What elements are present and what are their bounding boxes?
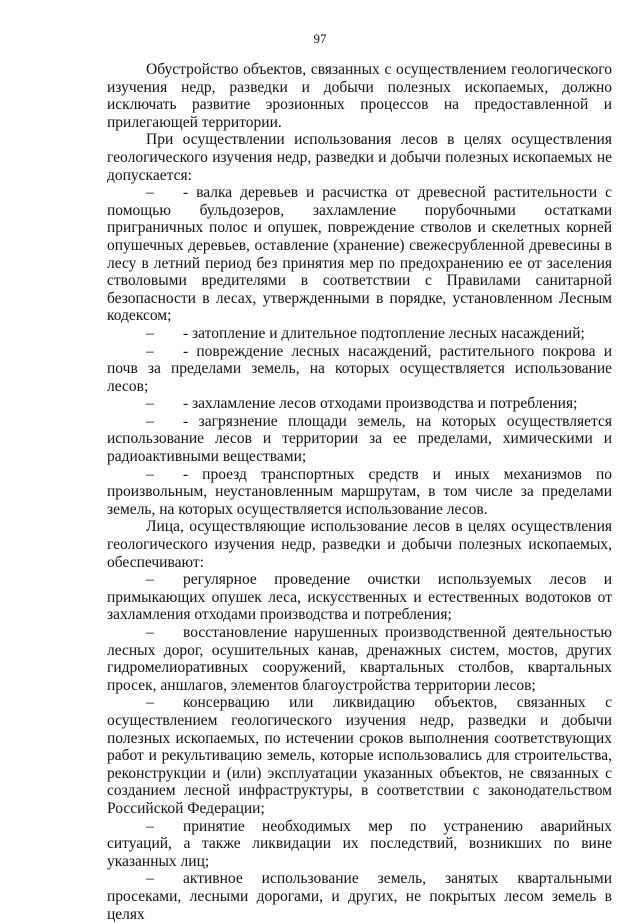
list-item — [107, 624, 612, 694]
dash-marker: – — [146, 465, 154, 483]
list-item — [107, 466, 612, 519]
paragraph — [107, 131, 612, 184]
list-item-text: восстановление нарушенных производственной деятельностью лесных дорог, осушительных канав, дренажных систем, мостов, других гидромелиоративных сооружений, квартальных столбов, квартальных просек, аншлагов, элементов благоустройства территории лесов; — [107, 624, 612, 694]
list-item — [107, 395, 612, 413]
dash-marker: – — [146, 817, 154, 835]
list-item — [107, 184, 612, 325]
list-item — [107, 325, 612, 343]
dash-marker: – — [146, 624, 154, 641]
paragraph-text: При осуществлении использования лесов в целях осуществления геологического изучения недр, разведки и добычи полезных ископаемых не допускается: — [107, 131, 612, 184]
paragraph — [107, 518, 612, 571]
list-item — [107, 343, 612, 396]
list-item-text: - загрязнение площади земель, на которых осуществляется использование лесов и территории за ее пределами, химическими и радиоактивными веществами; — [107, 412, 612, 466]
body-text — [107, 61, 612, 923]
list-item — [107, 818, 612, 871]
paragraph — [107, 61, 612, 131]
dash-marker: – — [146, 342, 154, 360]
list-item-text: консервацию или ликвидацию объектов, связанных с осуществлением геологического изучения недр, разведки и добычи полезных ископаемых, по истечении сроков выполнения соответствующих работ и рекультивацию земель, которые использовались для строительства, реконструкции и (или) эксплуатации указанных объектов, не связанных с созданием лесной инфраструктуры, в соответствии с законодательством Российской Федерации; — [107, 694, 612, 817]
page-number: 97 — [313, 31, 327, 46]
dash-marker: – — [146, 870, 154, 888]
dash-marker: – — [146, 184, 154, 202]
list-item-text: - захламление лесов отходами производства и потребления; — [183, 395, 578, 413]
dash-marker: – — [146, 324, 154, 342]
list-item-text: - валка деревьев и расчистка от древесной растительности с помощью бульдозеров, захламление порубочными остатками приграничных полос и опушек, повреждение стволов и скелетных корней опушечных деревьев, оставление (хранение) свежесрубленной древесины в лесу в летний период без принятия мер по предохранению ее от заселения стволовыми вредителями в соответствии с Правилами санитарной безопасности в лесах, утвержденными в порядке, установленном Лесным кодексом; — [107, 184, 612, 325]
list-item-text: - повреждение лесных насаждений, растительного покрова и почв за пределами земель, на которых осуществляется использование лесов; — [107, 342, 612, 395]
list-item-text: регулярное проведение очистки используемых лесов и примыкающих опушек леса, искусственных и естественных водотоков от захламления отходами производства и потребления; — [107, 571, 612, 624]
list-item-text: - затопление и длительное подтопление лесных насаждений; — [183, 324, 585, 342]
list-item — [107, 870, 612, 923]
dash-marker: – — [146, 395, 154, 413]
list-item-text: - проезд транспортных средств и иных механизмов по произвольным, неустановленным маршрутам, в том числе за пределами земель, на которых осуществляется использование лесов. — [107, 465, 612, 518]
list-item — [107, 694, 612, 817]
dash-marker: – — [146, 694, 154, 712]
dash-marker: – — [146, 571, 154, 589]
list-item-text: принятие необходимых мер по устранению аварийных ситуаций, а также ликвидации их последствий, возникших по вине указанных лиц; — [107, 817, 612, 870]
dash-marker: – — [146, 412, 154, 430]
paragraph-text: Обустройство объектов, связанных с осуществлением геологического изучения недр, разведки и добычи полезных ископаемых, должно исключать развитие эрозионных процессов на предоставленной и прилегающей территории. — [107, 61, 612, 131]
list-item — [107, 571, 612, 624]
paragraph-text: Лица, осуществляющие использование лесов в целях осуществления геологического изучения недр, разведки и добычи полезных ископаемых, обеспечивают: — [107, 518, 612, 571]
list-item — [107, 413, 612, 466]
list-item-text: активное использование земель, занятых квартальными просеками, лесными дорогами, и других, не покрытых лесом земель в целях — [107, 870, 612, 923]
